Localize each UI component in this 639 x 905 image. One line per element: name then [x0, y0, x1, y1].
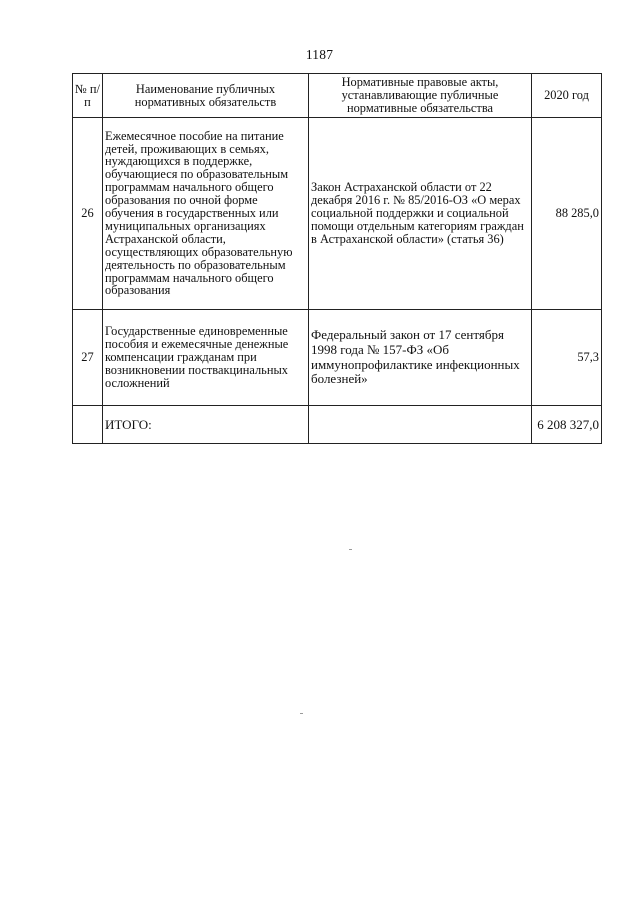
scan-speck	[349, 549, 352, 550]
table-row	[73, 310, 602, 406]
amount-2020: 57,3	[532, 310, 602, 406]
total-empty-act	[309, 406, 532, 444]
legal-act: Федеральный закон от 17 сентября 1998 года № 157-ФЗ «Об иммунопрофилактике инфекционных болезней»	[309, 310, 532, 406]
obligation-name: Государственные единовременные пособия и ежемесячные денежные компенсации гражданам при возникновении поствакцинальных осложнений	[103, 310, 309, 406]
page-number: 1187	[305, 47, 334, 62]
total-amount: 6 208 327,0	[532, 406, 602, 444]
obligations-table	[72, 73, 602, 444]
total-label: ИТОГО:	[103, 406, 309, 444]
total-row	[73, 406, 602, 444]
header-year: 2020 год	[532, 74, 602, 118]
table-row	[73, 118, 602, 310]
legal-act: Закон Астраханской области от 22 декабря 2016 г. № 85/2016-ОЗ «О мерах социальной поддержки и социальной помощи отдельным категориям граждан в Астраханской области» (статья 36)	[309, 118, 532, 310]
header-name: Наименование публичных нормативных обязательств	[103, 74, 309, 118]
amount-2020: 88 285,0	[532, 118, 602, 310]
obligation-name: Ежемесячное пособие на питание детей, проживающих в семьях, нуждающихся в поддержке, обучающиеся по образовательным программам начального общего образования по очной форме обучения в государственных или муниципальных организациях Астраханской области, осуществляющих образовательную деятельность по образовательным программам начального общего образования	[103, 118, 309, 310]
scan-speck	[300, 713, 303, 714]
row-number: 27	[73, 310, 103, 406]
header-num: № п/п	[73, 74, 103, 118]
table-header-row	[73, 74, 602, 118]
header-acts: Нормативные правовые акты, устанавливающие публичные нормативные обязательства	[309, 74, 532, 118]
total-empty-num	[73, 406, 103, 444]
row-number: 26	[73, 118, 103, 310]
